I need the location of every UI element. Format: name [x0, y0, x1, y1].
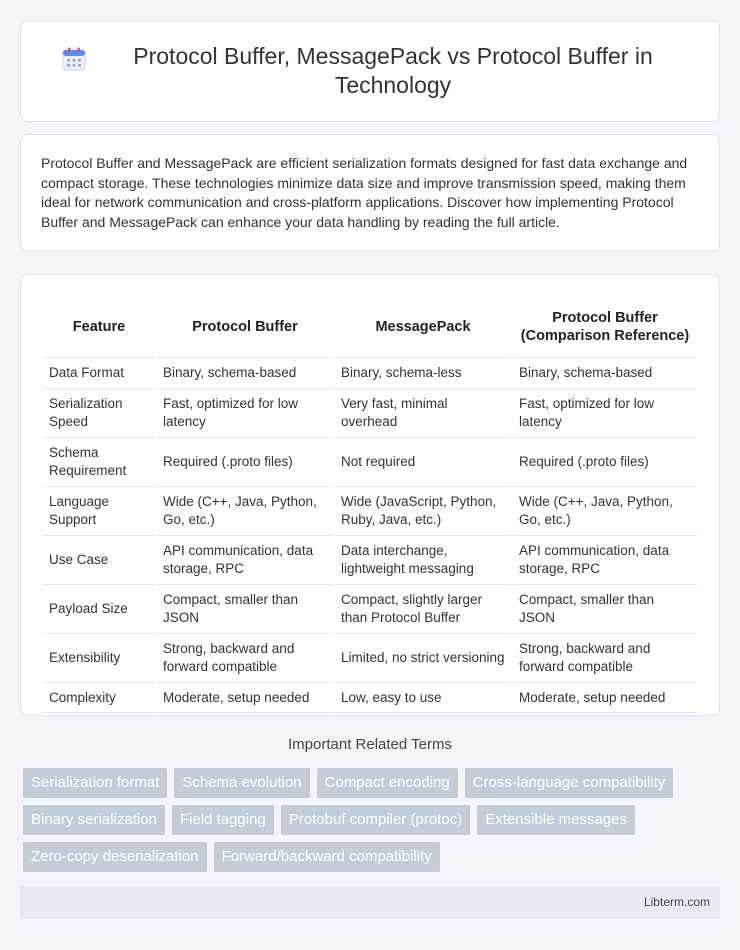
term-tag[interactable]: Schema evolution	[174, 768, 309, 798]
table-cell: API communication, data storage, RPC	[157, 535, 333, 584]
table-cell: Schema Requirement	[43, 437, 155, 486]
table-cell: API communication, data storage, RPC	[513, 535, 697, 584]
term-tag[interactable]: Compact encoding	[317, 768, 458, 798]
intro-text: Protocol Buffer and MessagePack are efficient serialization formats designed for fast data exchange and compact storage. These technologies minimize data size and improve transmission speed, making them ideal for network communication and cross-platform applications. Discover how implementing Protocol Buffer and MessagePack can enhance your data handling by reading the full article.	[41, 155, 688, 230]
table-cell: Wide (C++, Java, Python, Go, etc.)	[157, 486, 333, 535]
table-cell: Compact, smaller than JSON	[157, 584, 333, 633]
table-cell: Not required	[335, 437, 511, 486]
term-tag[interactable]: Protobuf compiler (protoc)	[281, 805, 470, 835]
table-row	[43, 584, 697, 633]
table-row	[43, 357, 697, 388]
related-terms-list	[23, 768, 723, 872]
related-terms-title: Important Related Terms	[288, 736, 452, 753]
calendar-icon	[61, 46, 87, 72]
table-cell: Fast, optimized for low latency	[157, 388, 333, 437]
table-cell: Required (.proto files)	[157, 437, 333, 486]
page-title: Protocol Buffer, MessagePack vs Protocol Buffer in Technology	[133, 43, 653, 98]
table-cell: Low, easy to use	[335, 682, 511, 713]
table-cell: Fast, optimized for low latency	[513, 388, 697, 437]
table-row	[43, 633, 697, 682]
table-cell: Strong, backward and forward compatible	[513, 633, 697, 682]
table-cell: Strong, backward and forward compatible	[157, 633, 333, 682]
intro-card	[20, 134, 720, 252]
table-cell: Complexity	[43, 682, 155, 713]
table-cell: Extensibility	[43, 633, 155, 682]
footer-site-link[interactable]: Libterm.com	[643, 895, 710, 909]
comparison-table-card	[20, 274, 720, 716]
comparison-table	[41, 297, 699, 713]
table-cell: Language Support	[43, 486, 155, 535]
column-header: Feature	[72, 319, 126, 335]
table-row	[43, 682, 697, 713]
term-tag[interactable]: Forward/backward compatibility	[214, 842, 440, 872]
table-cell: Moderate, setup needed	[157, 682, 333, 713]
table-cell: Binary, schema-less	[335, 357, 511, 388]
table-cell: Use Case	[43, 535, 155, 584]
table-row	[43, 388, 697, 437]
table-row	[43, 486, 697, 535]
term-tag[interactable]: Field tagging	[172, 805, 274, 835]
table-cell: Wide (C++, Java, Python, Go, etc.)	[513, 486, 697, 535]
table-cell: Moderate, setup needed	[513, 682, 697, 713]
table-header-row	[43, 297, 697, 357]
column-header: Protocol Buffer (Comparison Reference)	[520, 310, 690, 344]
table-row	[43, 535, 697, 584]
table-row	[43, 437, 697, 486]
column-header: MessagePack	[375, 319, 471, 335]
table-cell: Serialization Speed	[43, 388, 155, 437]
table-cell: Data Format	[43, 357, 155, 388]
table-cell: Very fast, minimal overhead	[335, 388, 511, 437]
term-tag[interactable]: Serialization format	[23, 768, 167, 798]
table-cell: Data interchange, lightweight messaging	[335, 535, 511, 584]
header-card	[20, 20, 720, 122]
term-tag[interactable]: Cross-language compatibility	[465, 768, 674, 798]
table-cell: Payload Size	[43, 584, 155, 633]
table-cell: Compact, smaller than JSON	[513, 584, 697, 633]
table-cell: Required (.proto files)	[513, 437, 697, 486]
column-header: Protocol Buffer	[192, 319, 298, 335]
table-cell: Compact, slightly larger than Protocol Buffer	[335, 584, 511, 633]
term-tag[interactable]: Extensible messages	[477, 805, 635, 835]
term-tag[interactable]: Zero-copy deserialization	[23, 842, 207, 872]
table-cell: Wide (JavaScript, Python, Ruby, Java, etc.)	[335, 486, 511, 535]
table-cell: Binary, schema-based	[157, 357, 333, 388]
term-tag[interactable]: Binary serialization	[23, 805, 165, 835]
table-cell: Limited, no strict versioning	[335, 633, 511, 682]
footer	[20, 886, 720, 919]
table-cell: Binary, schema-based	[513, 357, 697, 388]
